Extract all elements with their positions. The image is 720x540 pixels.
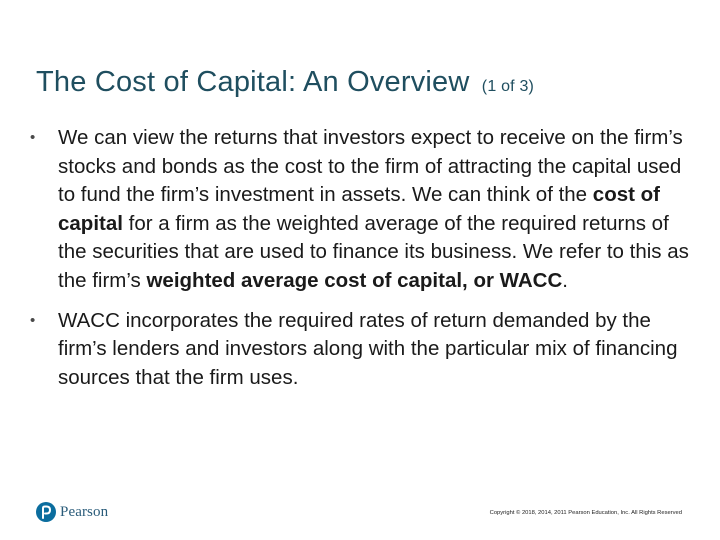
slide-title [36,66,534,99]
bullet-text [58,126,689,292]
copyright-notice: Copyright © 2018, 2014, 2011 Pearson Education, Inc. All Rights Reserved [489,510,682,516]
bullet-text-segment: . [562,268,568,292]
bullet-item-2 [30,307,696,393]
slide-title-part-indicator: (1 of 3) [481,78,535,95]
pearson-logo [36,502,108,522]
bullet-text-segment: We can view the returns that investors expect to receive on the firm’s stocks and bonds as the cost to the firm of attracting the capital used to fund the firm’s investment in assets. We can think of the [58,126,683,207]
bullet-dot-icon: • [30,311,36,329]
bullet-text-segment: for a firm as the weighted average of the required returns of the securities that are used to finance its business. We refer to this as the firm’s [58,211,689,292]
pearson-logo-icon [36,502,56,522]
bullet-dot-icon: • [30,129,36,146]
slide-title-main: The Cost of Capital: An Overview [36,66,470,98]
pearson-wordmark: Pearson [60,503,109,520]
slide-footer [0,496,720,532]
bullet-item-1 [30,124,696,296]
key-term-cost-of-capital: cost of capital [58,183,660,235]
bullet-text: WACC incorporates the required rates of return demanded by the firm’s lenders and investors along with the particular mix of financing sources that the firm uses. [58,308,678,389]
bullet-list [30,124,696,392]
pearson-p-glyph-icon [40,505,52,519]
key-term-wacc: weighted average cost of capital, or WACC [146,268,563,292]
